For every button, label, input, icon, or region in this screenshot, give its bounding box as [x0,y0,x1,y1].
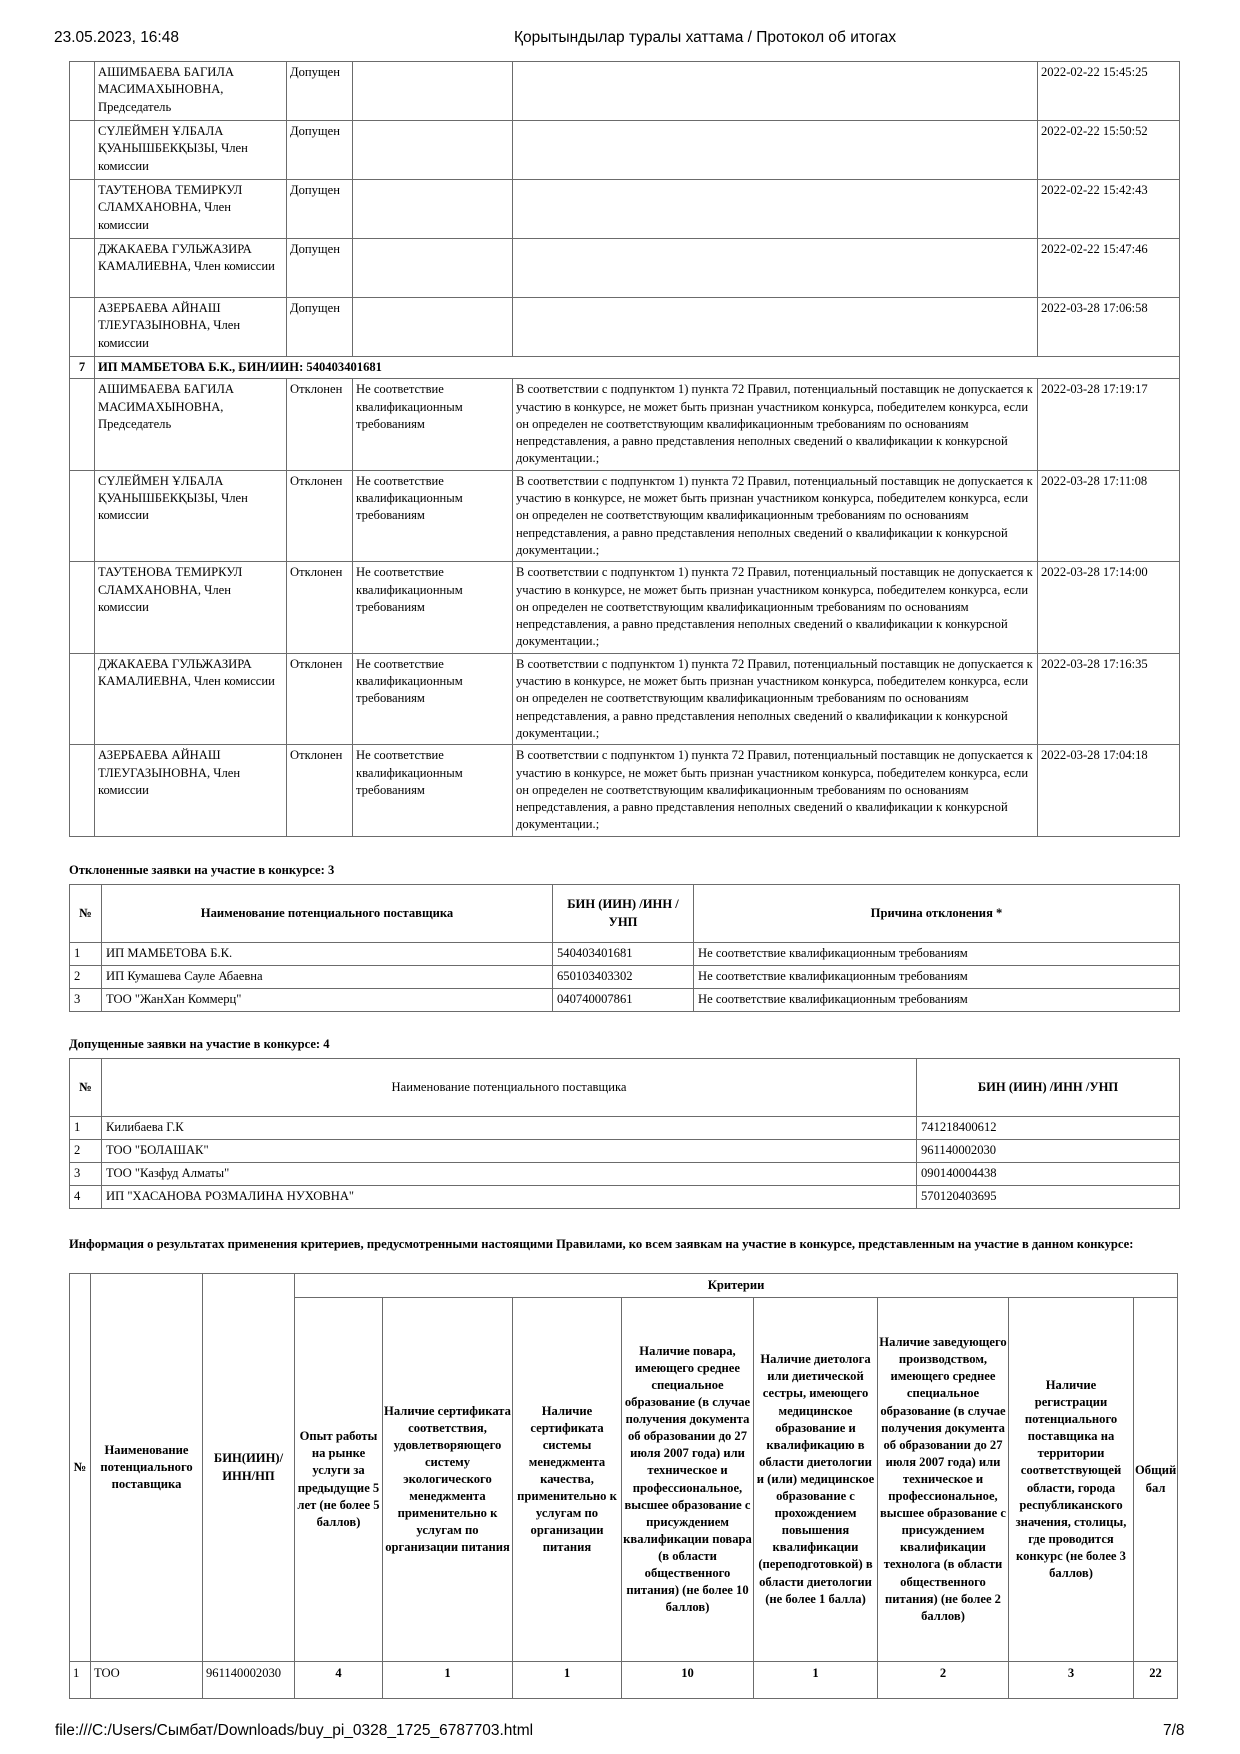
rejection-reason: Не соответствие квалификационным требованиям [353,653,513,744]
vote-row [70,180,1180,239]
criterion-score: 3 [1009,1662,1134,1699]
empty-cell [70,121,95,180]
admitted-applications-table [69,1058,1180,1209]
criteria-section-label: Информация о результатах применения критериев, предусмотренными настоящими Правилами, ко всем заявкам на участие в конкурсе, представленным на участие в данном конкурсе: [69,1237,1134,1251]
member-name: АШИМБАЕВА БАГИЛА МАСИМАХЫНОВНА, Председатель [95,62,287,121]
supplier-name: ТОО "ЖанХан Коммерц" [102,989,553,1012]
supplier-name: Килибаева Г.К [102,1117,917,1140]
vote-row [70,562,1180,653]
criterion-score: 10 [622,1662,754,1699]
rejection-reason [353,298,513,357]
decision: Отклонен [287,470,353,561]
row-num: 1 [70,943,102,966]
header-criterion-cook: Наличие повара, имеющего среднее специальное образование (в случае получения документа об образовании до 27 июля 2007 года) или техническое и профессиональное, высшее образование с присуждением квалификации повара (в области общественного питания) (не более 10 баллов) [622,1298,754,1662]
supplier-name: ТОО [91,1662,203,1699]
header-bin: БИН (ИИН) /ИНН /УНП [917,1059,1180,1117]
rejection-reason: Не соответствие квалификационным требованиям [353,379,513,470]
rejection-details [513,62,1038,121]
decision: Допущен [287,239,353,298]
rejection-reason [353,180,513,239]
empty-cell [70,562,95,653]
decision: Отклонен [287,562,353,653]
table-row [70,1662,1178,1699]
decision: Отклонен [287,379,353,470]
commission-votes-table [69,61,1180,837]
rejection-details [513,298,1038,357]
rejection-reason: Не соответствие квалификационным требованиям [694,943,1180,966]
member-name: АШИМБАЕВА БАГИЛА МАСИМАХЫНОВНА, Председатель [95,379,287,470]
row-num: 3 [70,989,102,1012]
vote-timestamp: 2022-03-28 17:11:08 [1038,470,1180,561]
header-criterion-eco-certificate: Наличие сертификата соответствия, удовлетворяющего систему экологического менеджмента применительно к услугам по организации питания [383,1298,513,1662]
rejection-details: В соответствии с подпунктом 1) пункта 72 Правил, потенциальный поставщик не допускается к участию в конкурсе, не может быть признан участником конкурса, победителем конкурса, если он определен не соответствующим квалификационным требованиям по основаниям непредставления, а равно представления неполных сведений о квалификации к конкурсной документации.; [513,653,1038,744]
rejection-details: В соответствии с подпунктом 1) пункта 72 Правил, потенциальный поставщик не допускается к участию в конкурсе, не может быть признан участником конкурса, победителем конкурса, если он определен не соответствующим квалификационным требованиям по основаниям непредставления, а равно представления неполных сведений о квалификации к конкурсной документации.; [513,470,1038,561]
header-num: № [70,1274,91,1662]
supplier-bin: 650103403302 [553,966,694,989]
vote-row [70,470,1180,561]
header-name: Наименование потенциального поставщика [102,885,553,943]
empty-cell [70,379,95,470]
header-criterion-registration: Наличие регистрации потенциального поставщика на территории соответствующей области, города республиканского значения, столицы, где проводится конкурс (не более 3 баллов) [1009,1298,1134,1662]
empty-cell [70,298,95,357]
row-num: 1 [70,1662,91,1699]
decision: Отклонен [287,653,353,744]
supplier-number: 7 [70,357,95,379]
table-row [70,1140,1180,1163]
rejection-reason [353,239,513,298]
header-num: № [70,1059,102,1117]
admitted-section-label: Допущенные заявки на участие в конкурсе: 4 [69,1037,330,1051]
vote-row [70,121,1180,180]
rejection-reason: Не соответствие квалификационным требованиям [694,989,1180,1012]
supplier-bin: 570120403695 [917,1186,1180,1209]
supplier-name: ИП Кумашева Сауле Абаевна [102,966,553,989]
print-title: Қорытындылар туралы хаттама / Протокол об итогах [514,29,897,46]
row-num: 3 [70,1163,102,1186]
supplier-group-header [70,357,1180,379]
header-criterion-quality-certificate: Наличие сертификата системы менеджмента качества, применительно к услугам по организации питания [513,1298,622,1662]
rejection-details [513,121,1038,180]
member-name: ТАУТЕНОВА ТЕМИРКУЛ СЛАМХАНОВНА, Член комиссии [95,180,287,239]
member-name: АЗЕРБАЕВА АЙНАШ ТЛЕУГАЗЫНОВНА, Член комиссии [95,298,287,357]
vote-row [70,62,1180,121]
rejected-section-label: Отклоненные заявки на участие в конкурсе: 3 [69,863,335,877]
table-row [70,1117,1180,1140]
table-row [70,943,1180,966]
vote-timestamp: 2022-02-22 15:47:46 [1038,239,1180,298]
header-criterion-production-manager: Наличие заведующего производством, имеющего среднее специальное образование (в случае получения документа об образовании до 27 июля 2007 года) или техническое и профессиональное, высшее образование с присуждением квалификации технолога (в области общественного питания) (не более 2 баллов) [878,1298,1009,1662]
table-row [70,966,1180,989]
header-name: Наименование потенциального поставщика [91,1274,203,1662]
rejection-details: В соответствии с подпунктом 1) пункта 72 Правил, потенциальный поставщик не допускается к участию в конкурсе, не может быть признан участником конкурса, победителем конкурса, если он определен не соответствующим квалификационным требованиям по основаниям непредставления, а равно представления неполных сведений о квалификации к конкурсной документации.; [513,562,1038,653]
member-name: ДЖАКАЕВА ГУЛЬЖАЗИРА КАМАЛИЕВНА, Член комиссии [95,653,287,744]
vote-row [70,379,1180,470]
supplier-name: ИП "ХАСАНОВА РОЗМАЛИНА НУХОВНА" [102,1186,917,1209]
supplier-bin: 040740007861 [553,989,694,1012]
print-datetime: 23.05.2023, 16:48 [54,29,179,46]
supplier-bin: 961140002030 [917,1140,1180,1163]
rejected-applications-table [69,884,1180,1012]
criterion-score: 4 [295,1662,383,1699]
rejection-reason: Не соответствие квалификационным требованиям [353,745,513,836]
vote-timestamp: 2022-03-28 17:06:58 [1038,298,1180,357]
table-row [70,989,1180,1012]
print-url: file:///C:/Users/Сымбат/Downloads/buy_pi_0328_1725_6787703.html [55,1722,534,1739]
criterion-score: 1 [383,1662,513,1699]
row-num: 2 [70,966,102,989]
rejection-reason: Не соответствие квалификационным требованиям [353,470,513,561]
member-name: СҮЛЕЙМЕН ҰЛБАЛА ҚУАНЫШБЕКҚЫЗЫ, Член комиссии [95,121,287,180]
member-name: ТАУТЕНОВА ТЕМИРКУЛ СЛАМХАНОВНА, Член комиссии [95,562,287,653]
print-header [0,29,1240,53]
criterion-score: 1 [754,1662,878,1699]
decision: Допущен [287,62,353,121]
empty-cell [70,62,95,121]
supplier-bin: 090140004438 [917,1163,1180,1186]
rejection-reason: Не соответствие квалификационным требованиям [694,966,1180,989]
supplier-bin: 961140002030 [203,1662,295,1699]
total-score: 22 [1134,1662,1178,1699]
vote-timestamp: 2022-03-28 17:19:17 [1038,379,1180,470]
rejection-details [513,239,1038,298]
vote-timestamp: 2022-03-28 17:14:00 [1038,562,1180,653]
decision: Допущен [287,180,353,239]
supplier-bin: 540403401681 [553,943,694,966]
header-criteria-group: Критерии [295,1274,1178,1298]
header-total: Общий бал [1134,1298,1178,1662]
header-name: Наименование потенциального поставщика [102,1059,917,1117]
vote-row [70,239,1180,298]
row-num: 4 [70,1186,102,1209]
vote-row [70,653,1180,744]
member-name: АЗЕРБАЕВА АЙНАШ ТЛЕУГАЗЫНОВНА, Член комиссии [95,745,287,836]
criteria-group-row [70,1274,1178,1298]
decision: Допущен [287,298,353,357]
row-num: 2 [70,1140,102,1163]
member-name: ДЖАКАЕВА ГУЛЬЖАЗИРА КАМАЛИЕВНА, Член комиссии [95,239,287,298]
header-reason: Причина отклонения * [694,885,1180,943]
criterion-score: 2 [878,1662,1009,1699]
vote-timestamp: 2022-03-28 17:16:35 [1038,653,1180,744]
supplier-name: ИП МАМБЕТОВА Б.К. [102,943,553,966]
vote-timestamp: 2022-02-22 15:42:43 [1038,180,1180,239]
page-number: 7/8 [1163,1722,1185,1739]
rejection-reason [353,121,513,180]
rejection-reason [353,62,513,121]
empty-cell [70,180,95,239]
supplier-bin: 741218400612 [917,1117,1180,1140]
empty-cell [70,745,95,836]
vote-row [70,745,1180,836]
decision: Допущен [287,121,353,180]
criterion-score: 1 [513,1662,622,1699]
rejection-details: В соответствии с подпунктом 1) пункта 72 Правил, потенциальный поставщик не допускается к участию в конкурсе, не может быть признан участником конкурса, победителем конкурса, если он определен не соответствующим квалификационным требованиям по основаниям непредставления, а равно представления неполных сведений о квалификации к конкурсной документации.; [513,379,1038,470]
table-row [70,1163,1180,1186]
empty-cell [70,239,95,298]
vote-timestamp: 2022-02-22 15:50:52 [1038,121,1180,180]
rejection-details [513,180,1038,239]
vote-row [70,298,1180,357]
supplier-name: ТОО "Казфуд Алматы" [102,1163,917,1186]
header-bin: БИН(ИИН)/ ИНН/НП [203,1274,295,1662]
vote-timestamp: 2022-03-28 17:04:18 [1038,745,1180,836]
row-num: 1 [70,1117,102,1140]
supplier-name: ТОО "БОЛАШАК" [102,1140,917,1163]
header-criterion-experience: Опыт работы на рынке услуги за предыдущие 5 лет (не более 5 баллов) [295,1298,383,1662]
print-footer [0,1722,1240,1746]
header-criterion-dietitian: Наличие диетолога или диетической сестры, имеющего медицинское образование и квалификацию в области диетологии и (или) медицинское образование с прохождением повышения квалификации (переподготовкой) в области диетологии (не более 1 балла) [754,1298,878,1662]
empty-cell [70,470,95,561]
header-num: № [70,885,102,943]
member-name: СҮЛЕЙМЕН ҰЛБАЛА ҚУАНЫШБЕКҚЫЗЫ, Член комиссии [95,470,287,561]
supplier-title: ИП МАМБЕТОВА Б.К., БИН/ИИН: 540403401681 [95,357,1180,379]
empty-cell [70,653,95,744]
rejection-details: В соответствии с подпунктом 1) пункта 72 Правил, потенциальный поставщик не допускается к участию в конкурсе, не может быть признан участником конкурса, победителем конкурса, если он определен не соответствующим квалификационным требованиям по основаниям непредставления, а равно представления неполных сведений о квалификации к конкурсной документации.; [513,745,1038,836]
header-bin: БИН (ИИН) /ИНН /УНП [553,885,694,943]
vote-timestamp: 2022-02-22 15:45:25 [1038,62,1180,121]
table-header-row [70,885,1180,943]
criteria-results-table [69,1273,1178,1699]
decision: Отклонен [287,745,353,836]
table-row [70,1186,1180,1209]
rejection-reason: Не соответствие квалификационным требованиям [353,562,513,653]
table-header-row [70,1059,1180,1117]
